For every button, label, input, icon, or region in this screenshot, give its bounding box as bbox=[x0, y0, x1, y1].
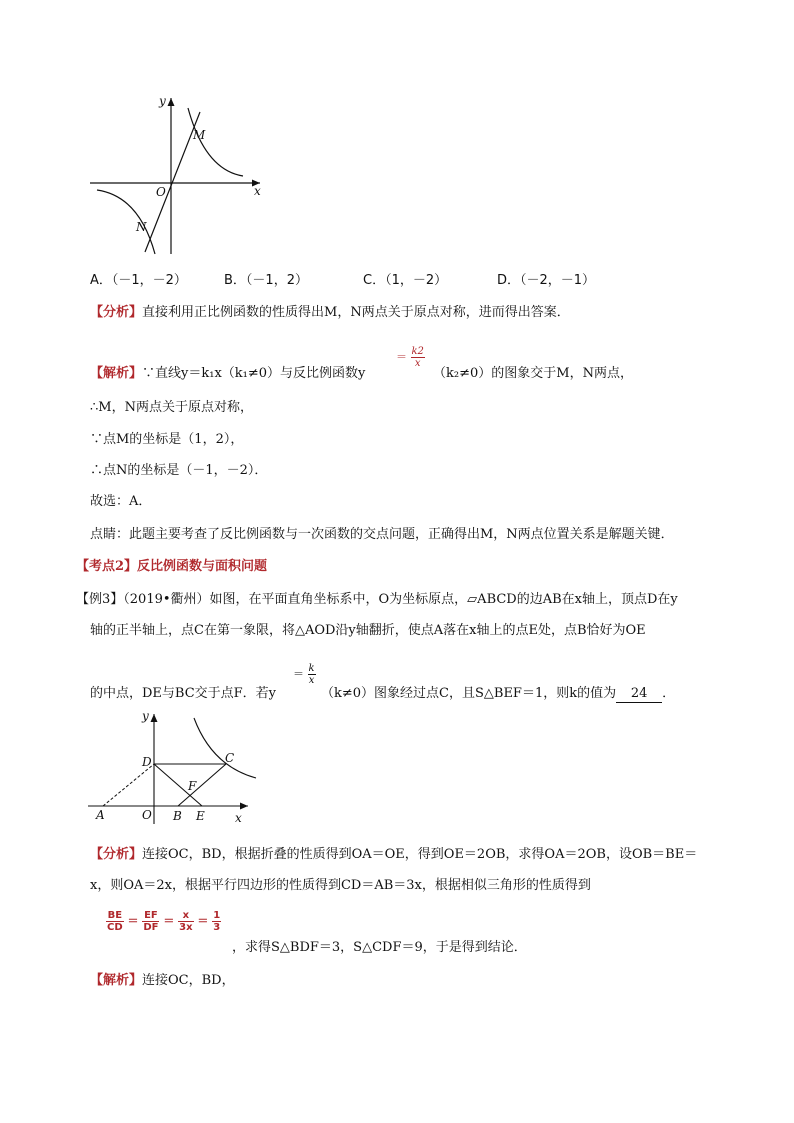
solution-1-part2: （k₂≠0）的图象交于M，N两点， bbox=[433, 366, 633, 381]
solution-1-line-2: ∴M，N两点关于原点对称， bbox=[90, 400, 253, 415]
fig2-label-e: E bbox=[196, 809, 205, 823]
analysis-1-text: 直接利用正比例函数的性质得出M，N两点关于原点对称，进而得出答案． bbox=[142, 305, 570, 320]
segment-ad-dashed bbox=[103, 764, 154, 806]
fraction-denominator: x bbox=[414, 358, 421, 369]
analysis-1 bbox=[90, 305, 570, 321]
option-d: D．（－2，－1） bbox=[497, 273, 596, 288]
solution-2-text: 连接OC，BD， bbox=[142, 973, 235, 988]
y-axis-arrow bbox=[168, 98, 175, 106]
fig2-label-y: y bbox=[142, 709, 149, 723]
fig2-label-d: D bbox=[142, 755, 152, 769]
fig2-label-b: B bbox=[173, 809, 182, 823]
figure-1-graph bbox=[85, 92, 265, 260]
example-3-line-2: 轴的正半轴上，点C在第一象限，将△AOD沿y轴翻折，使点A落在x轴上的点E处，点B恰好为OE bbox=[90, 623, 646, 638]
fig2-label-o: O bbox=[142, 808, 152, 822]
fig2-label-c: C bbox=[225, 751, 235, 765]
solution-1-tag: 【解析】 bbox=[90, 366, 143, 381]
example-3-eq: ＝ bbox=[293, 667, 304, 681]
fraction-numerator: k2 bbox=[411, 346, 424, 357]
fraction-k-over-x bbox=[308, 663, 316, 686]
analysis-1-tag: 【分析】 bbox=[90, 305, 143, 320]
example-3-fraction bbox=[293, 663, 316, 686]
solution-2-tag: 【解析】 bbox=[90, 973, 143, 988]
fraction-numerator: EF bbox=[144, 910, 158, 921]
fig1-label-o: O bbox=[156, 185, 166, 199]
example-3-answer: 24 bbox=[616, 686, 662, 703]
fraction-numerator: 1 bbox=[213, 910, 221, 921]
example-3-end: ． bbox=[662, 686, 676, 701]
solution-1-line-3: ∵点M的坐标是（1，2）， bbox=[90, 432, 244, 447]
solution-2 bbox=[90, 973, 235, 989]
fraction-numerator: k bbox=[308, 663, 315, 674]
fig1-label-y: y bbox=[159, 94, 166, 108]
hyperbola-branch-1 bbox=[188, 108, 243, 176]
example-3-line-3b bbox=[321, 686, 675, 703]
fraction-denominator: 3x bbox=[179, 922, 193, 933]
solution-1-line-5: 故选：A． bbox=[90, 494, 152, 509]
solution-1-part1: ∵直线y＝k₁x（k₁≠0）与反比例函数y bbox=[142, 366, 366, 381]
fraction-denominator: DF bbox=[143, 922, 159, 933]
hyperbola-curve bbox=[194, 718, 256, 778]
fraction-x-over-3x bbox=[178, 910, 193, 933]
section-title: 【考点2】反比例函数与面积问题 bbox=[76, 559, 268, 574]
fig2-label-f: F bbox=[188, 779, 197, 793]
fig1-label-n: N bbox=[136, 220, 147, 234]
fraction-denominator: x bbox=[308, 675, 315, 686]
fraction-1-over-3 bbox=[212, 910, 221, 933]
analysis-2-line-3: ，求得S△BDF＝3，S△CDF＝9，于是得到结论． bbox=[232, 940, 527, 955]
eq-sign: ＝ bbox=[197, 914, 209, 928]
solution-1-comment: 点睛：此题主要考查了反比例函数与一次函数的交点问题，正确得出M，N两点位置关系是解题关键． bbox=[90, 527, 674, 542]
solution-1-line-1 bbox=[90, 366, 365, 382]
fraction-k2-over-x bbox=[411, 346, 425, 369]
example-3-line-1: 【例3】（2019•衢州）如图，在平面直角坐标系中，O为坐标原点，▱ABCD的边AB在x轴上，顶点D在y bbox=[76, 592, 678, 607]
example-3-line-3a: 的中点，DE与BC交于点F．若y bbox=[90, 686, 277, 701]
line-y-k1x bbox=[145, 112, 200, 252]
fig2-label-a: A bbox=[96, 808, 105, 822]
analysis-2-line-2: x，则OA＝2x，根据平行四边形的性质得到CD＝AB＝3x，根据相似三角形的性质得到 bbox=[90, 878, 591, 893]
fraction-be-over-cd bbox=[106, 910, 124, 933]
eq-sign: ＝ bbox=[127, 914, 139, 928]
eq-sign: ＝ bbox=[163, 914, 175, 928]
x-axis-arrow bbox=[240, 803, 248, 810]
fraction-numerator: BE bbox=[107, 910, 123, 921]
option-b: B．（－1，2） bbox=[224, 273, 308, 288]
analysis-2-ratio-chain bbox=[106, 910, 221, 933]
solution-1-eq: ＝ bbox=[396, 350, 407, 364]
analysis-2-tag: 【分析】 bbox=[90, 847, 143, 862]
analysis-2-line-1 bbox=[90, 847, 697, 863]
segment-cb bbox=[178, 764, 226, 806]
solution-1-fraction bbox=[396, 346, 425, 369]
fraction-denominator: 3 bbox=[213, 922, 221, 933]
fig1-label-x: x bbox=[254, 184, 261, 198]
solution-1-line-4: ∴点N的坐标是（－1，－2）． bbox=[90, 463, 268, 478]
fraction-ef-over-df bbox=[142, 910, 159, 933]
fraction-denominator: CD bbox=[107, 922, 123, 933]
option-a: A．（－1，－2） bbox=[90, 273, 187, 288]
figure-2-graph bbox=[88, 708, 260, 828]
fig2-label-x: x bbox=[235, 811, 242, 825]
example-3-line-3b-text: （k≠0）图象经过点C，且S△BEF＝1，则k的值为 bbox=[321, 686, 617, 701]
fraction-numerator: x bbox=[178, 910, 193, 922]
analysis-2-line-1-text: 连接OC，BD，根据折叠的性质得到OA＝OE，得到OE＝2OB，求得OA＝2OB，设OB＝BE＝ bbox=[142, 847, 698, 862]
option-c: C．（1，－2） bbox=[363, 273, 448, 288]
y-axis-arrow bbox=[151, 714, 158, 722]
fig1-label-m: M bbox=[193, 128, 206, 142]
